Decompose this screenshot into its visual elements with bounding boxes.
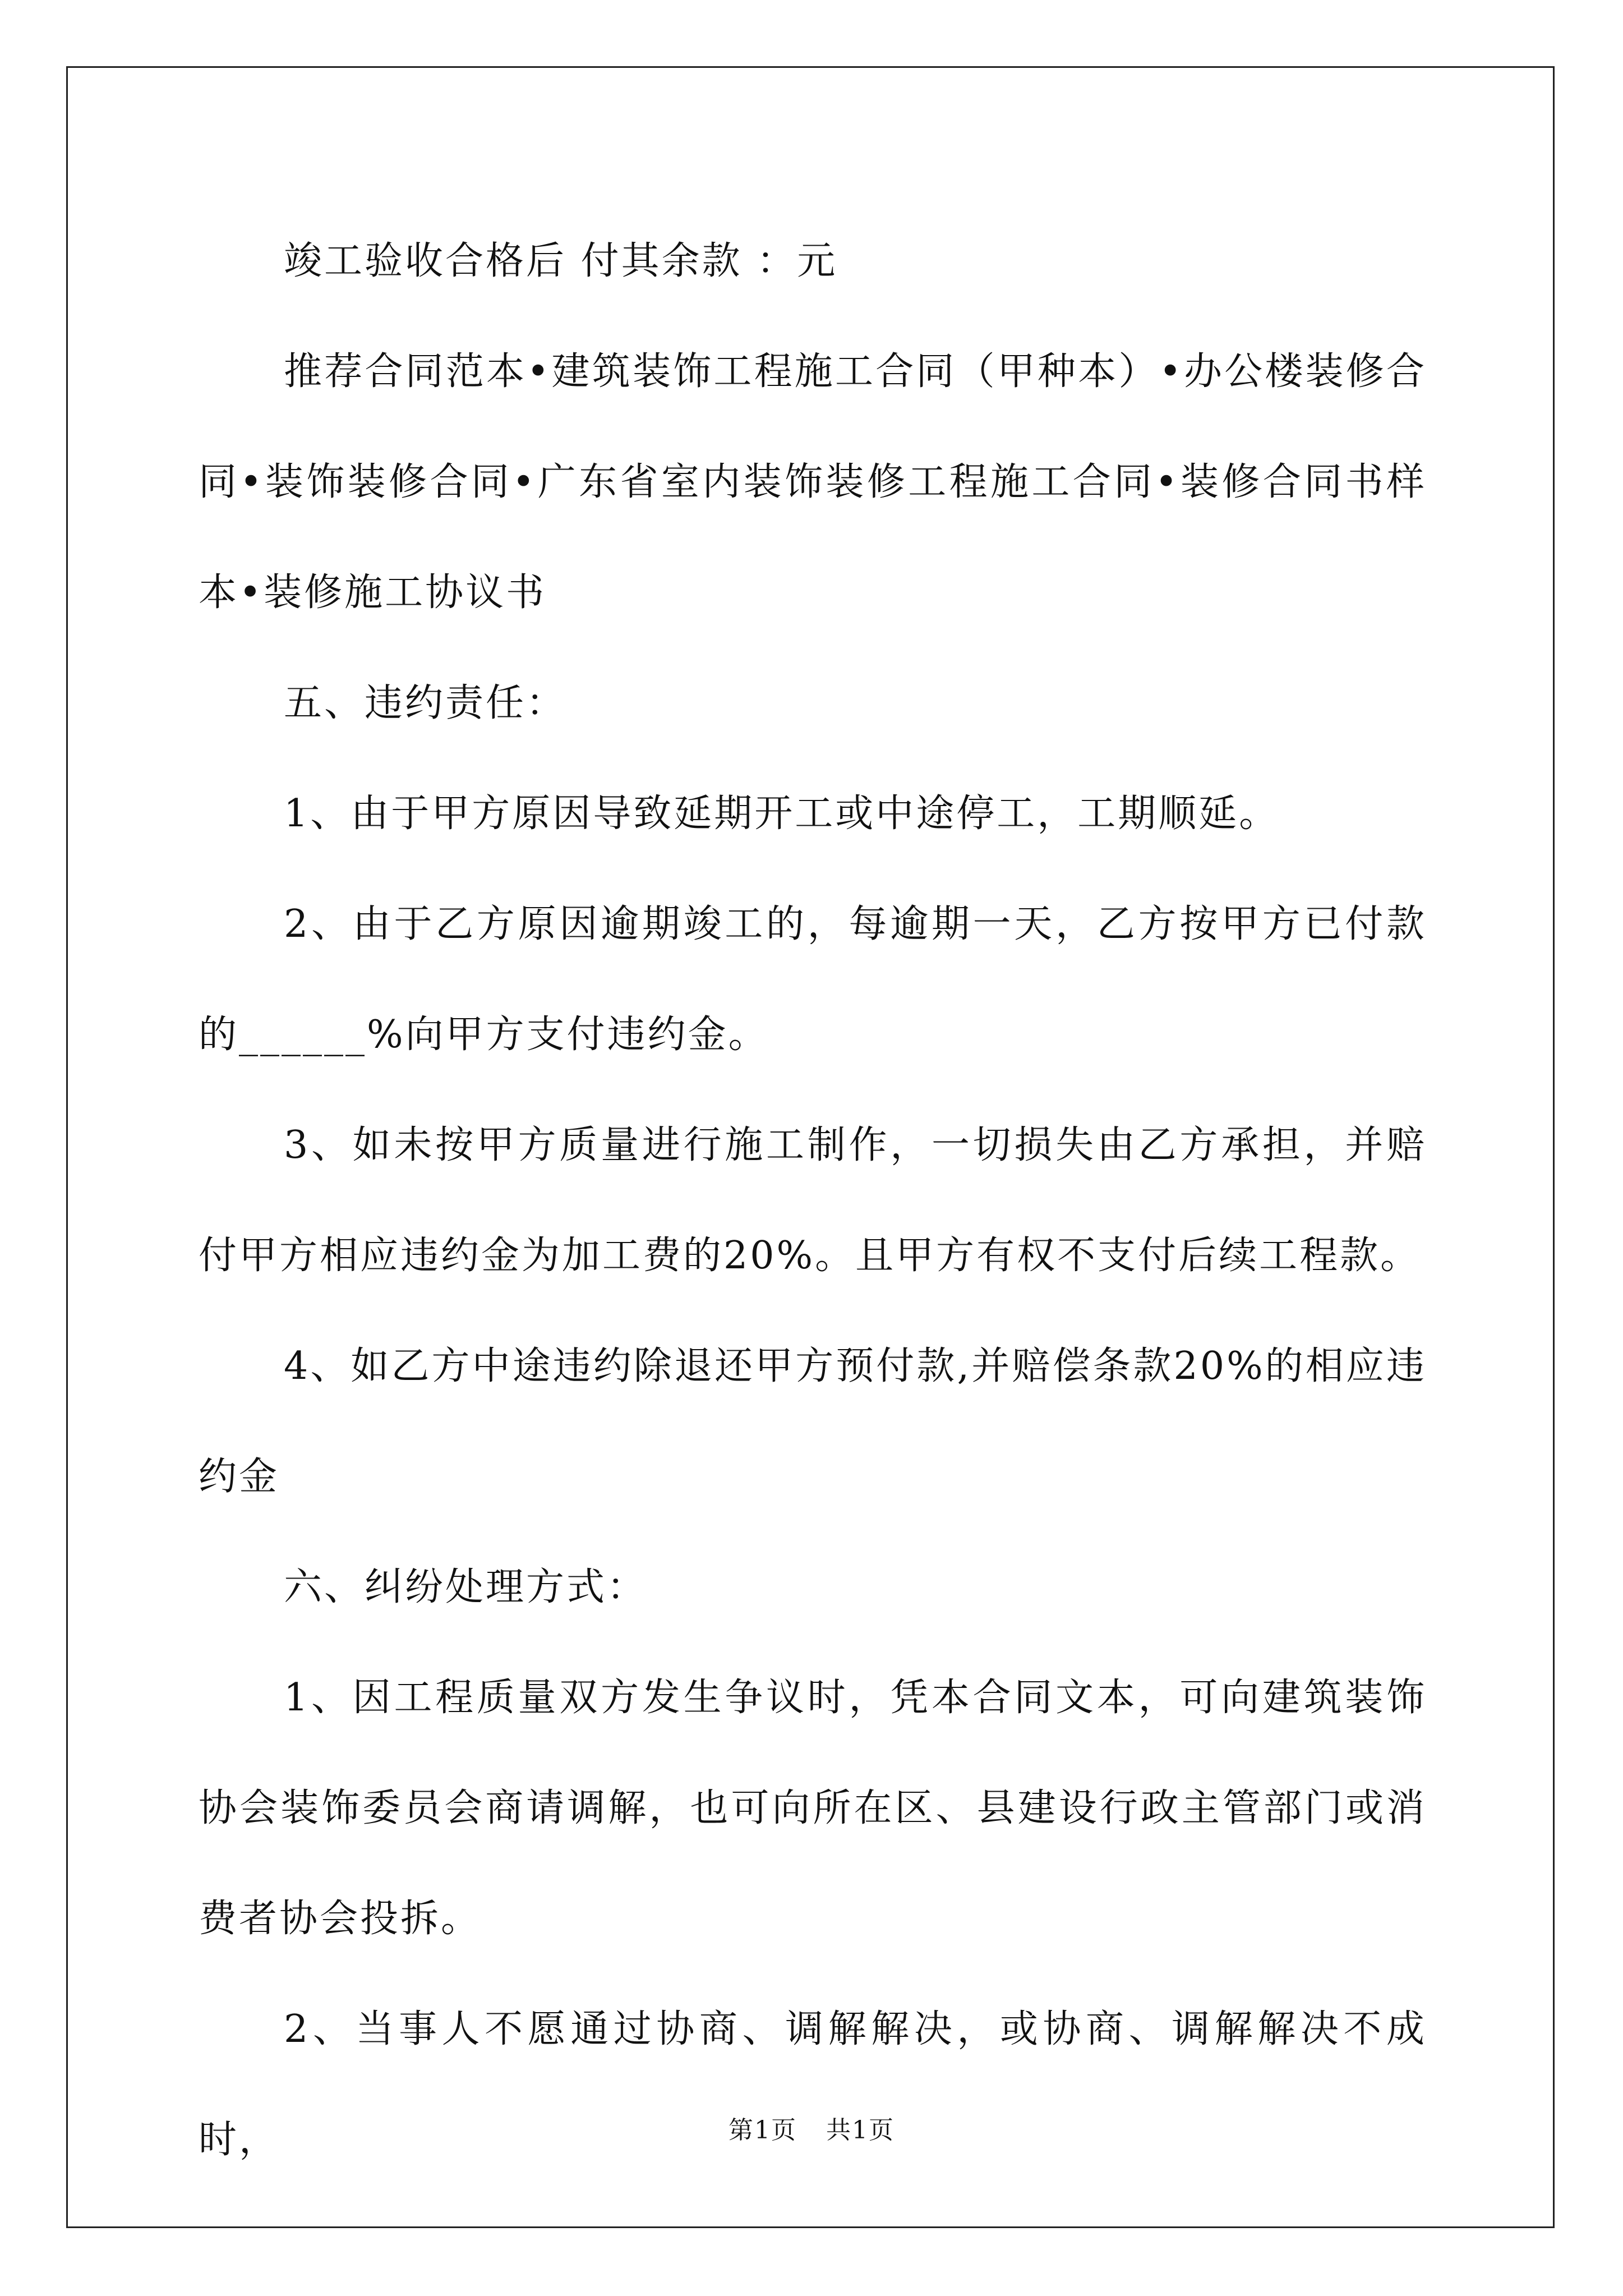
paragraph-recommended-templates: 推荐合同范本•建筑装饰工程施工合同（甲种本）•办公楼装修合同•装饰装修合同•广东省室内装饰装修工程施工合同•装修合同书样本•装修施工协议书 [199,349,1427,615]
paragraph-final-payment: 竣工验收合格后 付其余款 ：元 [284,239,838,283]
page-number-current: 第1页 [728,2116,797,2145]
page-footer [0,2114,1623,2147]
paragraph-breach-clause-4: 4、如乙方中途违约除退还甲方预付款,并赔偿条款20%的相应违约金 [199,1344,1427,1499]
paragraph-breach-clause-2: 2、由于乙方原因逾期竣工的，每逾期一天，乙方按甲方已付款的______%向甲方支付违约金。 [199,902,1427,1057]
paragraph-dispute-clause-1: 1、因工程质量双方发生争议时，凭本合同文本，可向建筑装饰协会装饰委员会商请调解，也可向所在区、县建设行政主管部门或消费者协会投拆。 [199,1676,1427,1941]
section-heading-dispute-resolution: 六、纠纷处理方式： [284,1565,648,1609]
paragraph-breach-clause-1: 1、由于甲方原因导致延期开工或中途停工，工期顺延。 [284,792,1280,836]
section-heading-breach-liability: 五、违约责任： [284,681,567,725]
document-body [199,206,1427,2195]
paragraph-breach-clause-3: 3、如未按甲方质量进行施工制作，一切损失由乙方承担，并赔付甲方相应违约金为加工费的20%。且甲方有权不支付后续工程款。 [199,1123,1427,1278]
paragraph-dispute-clause-2: 2、当事人不愿通过协商、调解解决，或协商、调解解决不成时， [199,2007,1427,2162]
page-number-total: 共1页 [826,2116,895,2145]
